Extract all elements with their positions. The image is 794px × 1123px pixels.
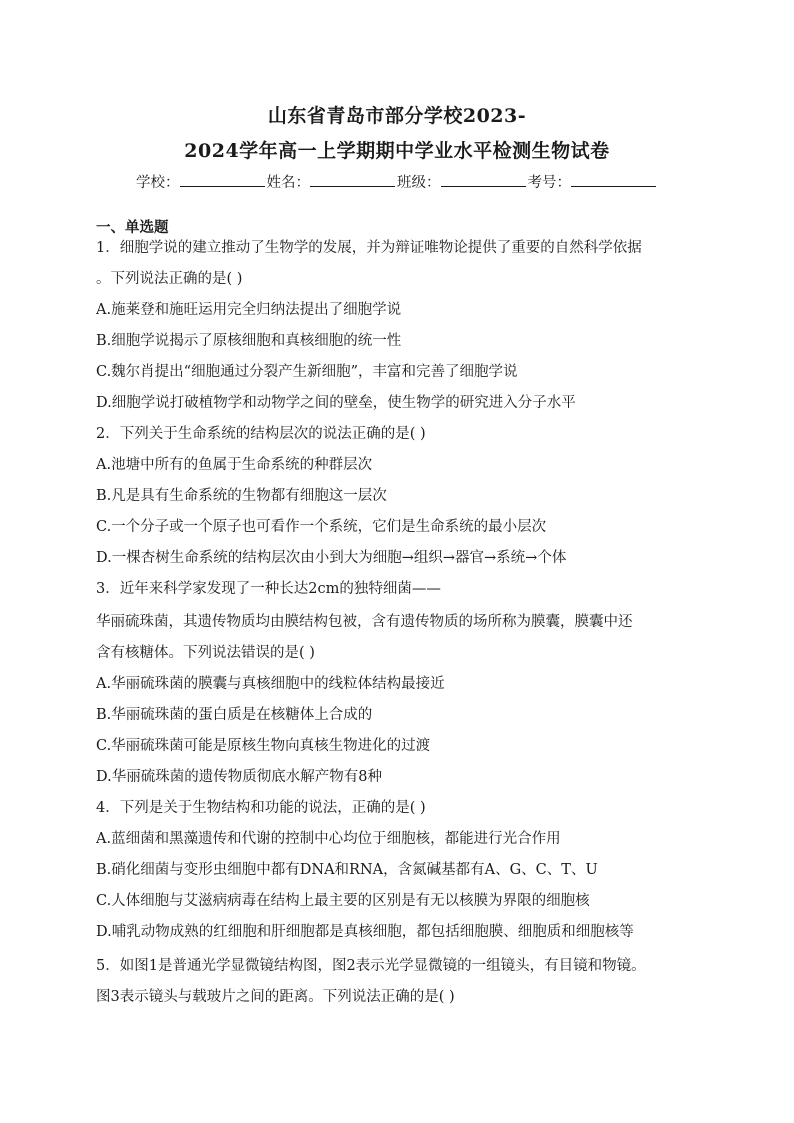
question-3-option-a: A.华丽硫珠菌的膜囊与真核细胞中的线粒体结构最接近 — [96, 676, 445, 692]
question-5-stem-line-1: 5．如图1是普通光学显微镜结构图，图2表示光学显微镜的一组镜头，有目镜和物镜。 — [96, 958, 646, 974]
exam-title-line-1: 山东省青岛市部分学校2023- — [267, 105, 527, 127]
student-info-row — [0, 171, 794, 192]
question-2-option-c: C.一个分子或一个原子也可看作一个系统，它们是生命系统的最小层次 — [96, 519, 547, 535]
question-4-option-d: D.哺乳动物成熟的红细胞和肝细胞都是真核细胞，都包括细胞膜、细胞质和细胞核等 — [96, 924, 634, 940]
question-3-option-d: D.华丽硫珠菌的遗传物质彻底水解产物有8种 — [96, 769, 382, 785]
question-3-stem-line-3: 含有核糖体。下列说法错误的是( ) — [96, 645, 315, 661]
exam-title-line-2: 2024学年高一上学期期中学业水平检测生物试卷 — [184, 140, 610, 162]
school-label: 学校： — [136, 175, 180, 191]
question-4-option-b: B.硝化细菌与变形虫细胞中都有DNA和RNA，含氮碱基都有A、G、C、T、U — [96, 862, 598, 878]
class-blank[interactable] — [441, 171, 526, 187]
school-blank[interactable] — [180, 171, 265, 187]
question-1-stem-line-1: 1．细胞学说的建立推动了生物学的发展，并为辩证唯物论提供了重要的自然科学依据 — [96, 240, 642, 256]
question-3-option-c: C.华丽硫珠菌可能是原核生物向真核生物进化的过渡 — [96, 738, 431, 754]
question-2-option-b: B.凡是具有生命系统的生物都有细胞这一层次 — [96, 488, 387, 504]
question-1-option-a: A.施莱登和施旺运用完全归纳法提出了细胞学说 — [96, 302, 402, 318]
question-4-option-a: A.蓝细菌和黑藻遗传和代谢的控制中心均位于细胞核，都能进行光合作用 — [96, 831, 561, 847]
question-1-option-b: B.细胞学说揭示了原核细胞和真核细胞的统一性 — [96, 333, 402, 349]
exam-number-label: 考号： — [527, 175, 571, 191]
question-3-stem-line-2: 华丽硫珠菌，其遗传物质均由膜结构包被，含有遗传物质的场所称为膜囊，膜囊中还 — [96, 614, 633, 630]
question-1-option-d: D.细胞学说打破植物学和动物学之间的壁垒，使生物学的研究进入分子水平 — [96, 395, 576, 411]
name-blank[interactable] — [310, 171, 395, 187]
question-3-stem-line-1: 3．近年来科学家发现了一种长达2cm的独特细菌—— — [96, 581, 441, 597]
question-3-option-b: B.华丽硫珠菌的蛋白质是在核糖体上合成的 — [96, 707, 373, 723]
section-heading: 一、单选题 — [96, 219, 169, 236]
question-4-stem-line-1: 4．下列是关于生物结构和功能的说法，正确的是( ) — [96, 800, 426, 816]
question-2-option-d: D.一棵杏树生命系统的结构层次由小到大为细胞→组织→器官→系统→个体 — [96, 550, 567, 566]
question-5-stem-line-2: 图3表示镜头与载玻片之间的距离。下列说法正确的是( ) — [96, 989, 455, 1005]
question-2-stem-line-1: 2．下列关于生命系统的结构层次的说法正确的是( ) — [96, 426, 426, 442]
question-1-stem-line-2: 。下列说法正确的是( ) — [96, 271, 243, 287]
question-1-option-c: C.魏尔肖提出“细胞通过分裂产生新细胞”，丰富和完善了细胞学说 — [96, 364, 518, 380]
question-2-option-a: A.池塘中所有的鱼属于生命系统的种群层次 — [96, 457, 373, 473]
class-label: 班级： — [397, 175, 441, 191]
name-label: 姓名： — [266, 175, 310, 191]
exam-number-blank[interactable] — [571, 171, 656, 187]
question-4-option-c: C.人体细胞与艾滋病病毒在结构上最主要的区别是有无以核膜为界限的细胞核 — [96, 893, 590, 909]
